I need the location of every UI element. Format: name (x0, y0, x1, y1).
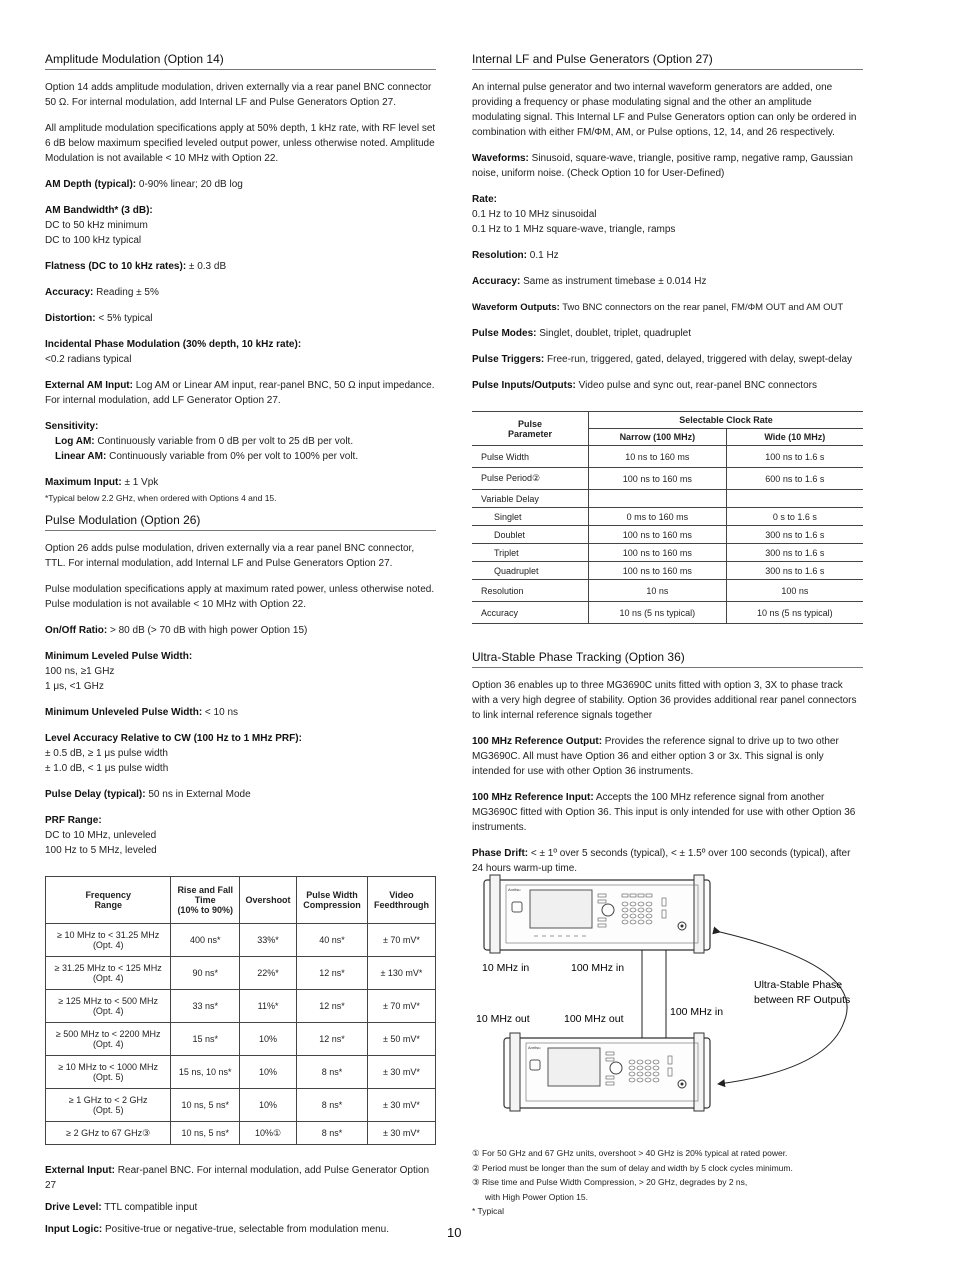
am-intro-2: All amplitude modulation specifications apply at 50% depth, 1 kHz rate, with RF level set 6 dB below maximum specified leveled output power, unless otherwise noted. Amplitude Modulation is not available < 10 MHz with Option 22. (45, 123, 436, 164)
table-cell: 10 ns, 5 ns* (171, 1122, 240, 1145)
table-row (472, 490, 863, 508)
table-cell: ≥ 10 MHz to < 1000 MHz (Opt. 5) (46, 1056, 171, 1089)
am-distortion: Distortion: < 5% typical (45, 313, 153, 324)
table-cell: 100 ns to 1.6 s (726, 446, 863, 468)
am-section-title: Amplitude Modulation (Option 14) (45, 52, 436, 70)
table-row (472, 544, 863, 562)
label-phase-line-2: between RF Outputs (754, 994, 851, 1006)
pulse-spec-table (45, 876, 436, 1145)
ust-intro: Option 36 enables up to three MG3690C units fitted with option 3, 3X to phase track with a very high degree of stability. Option 36 provides additional rear panel connectors to link internal reference signals together (472, 680, 857, 721)
table-cell: 8 ns* (297, 1056, 368, 1089)
table-row (46, 1122, 436, 1145)
am-max-input: Maximum Input: ± 1 Vpk (45, 477, 159, 488)
am-accuracy: Accuracy: Reading ± 5% (45, 287, 159, 298)
table-cell: ± 70 mV* (367, 990, 435, 1023)
table-row (46, 1089, 436, 1122)
left-column (45, 52, 436, 1248)
pm-drive-level: Drive Level: TTL compatible input (45, 1202, 198, 1213)
table-cell: 100 ns to 160 ms (589, 544, 727, 562)
table-cell: ≥ 31.25 MHz to < 125 MHz (Opt. 4) (46, 957, 171, 990)
footnote-4: * Typical (472, 1206, 504, 1216)
table-cell: 10 ns (5 ns typical) (726, 602, 863, 624)
pm-level-accuracy: Level Accuracy Relative to CW (100 Hz to 1 MHz PRF): ± 0.5 dB, ≥ 1 μs pulse width ± 1.0 dB, < 1 μs pulse width (45, 733, 302, 774)
ust-section-title: Ultra-Stable Phase Tracking (Option 36) (472, 650, 863, 668)
lf-resolution: Resolution: 0.1 Hz (472, 250, 559, 261)
table-cell: 10% (240, 1023, 297, 1056)
table-cell: Resolution (472, 580, 589, 602)
footnote-3: ③ Rise time and Pulse Width Compression, > 20 GHz, degrades by 2 ns, (472, 1177, 748, 1187)
table-cell: 40 ns* (297, 924, 368, 957)
footnote-3-cont: with High Power Option 15. (485, 1191, 588, 1202)
table-cell: 15 ns* (171, 1023, 240, 1056)
table-cell: 0 ms to 160 ms (589, 508, 727, 526)
table-cell: 12 ns* (297, 990, 368, 1023)
lf-rate: Rate: 0.1 Hz to 10 MHz sinusoidal 0.1 Hz to 1 MHz square-wave, triangle, ramps (472, 194, 676, 235)
table-cell: Doublet (472, 526, 589, 544)
narrow-header: Narrow (100 MHz) (589, 429, 727, 446)
table-cell: 600 ns to 1.6 s (726, 468, 863, 490)
table-row (472, 446, 863, 468)
pulse-spec-table-header (46, 877, 436, 924)
table-cell: ≥ 10 MHz to < 31.25 MHz (Opt. 4) (46, 924, 171, 957)
clock-rate-header: Selectable Clock Rate (589, 412, 864, 429)
table-cell: 8 ns* (297, 1089, 368, 1122)
pm-external-input: External Input: Rear-panel BNC. For internal modulation, add Pulse Generator Option 27 (45, 1165, 430, 1191)
table-cell: 300 ns to 1.6 s (726, 544, 863, 562)
table-cell (726, 490, 863, 508)
table-cell: ± 30 mV* (367, 1089, 435, 1122)
table-cell: ≥ 1 GHz to < 2 GHz (Opt. 5) (46, 1089, 171, 1122)
right-column (472, 52, 863, 887)
table-cell: Pulse Period② (472, 468, 589, 490)
table-cell: 15 ns, 10 ns* (171, 1056, 240, 1089)
footnote-2: ② Period must be longer than the sum of delay and width by 5 clock cycles minimum. (472, 1162, 793, 1173)
lf-pulse-triggers: Pulse Triggers: Free-run, triggered, gated, delayed, triggered with delay, swept-delay (472, 354, 853, 365)
label-10mhz-in: 10 MHz in (482, 962, 530, 974)
am-flatness: Flatness (DC to 10 kHz rates): ± 0.3 dB (45, 261, 227, 272)
pulse-spec-col-header: Video Feedthrough (367, 877, 435, 924)
table-cell: Variable Delay (472, 490, 589, 508)
table-cell: ≥ 500 MHz to < 2200 MHz (Opt. 4) (46, 1023, 171, 1056)
label-100mhz-in-a: 100 MHz in (571, 962, 625, 974)
table-cell: Pulse Width (472, 446, 589, 468)
lf-pulse-io: Pulse Inputs/Outputs: Video pulse and sync out, rear-panel BNC connectors (472, 380, 817, 391)
pm-intro-1: Option 26 adds pulse modulation, driven externally via a rear panel BNC connector, TTL. For internal modulation, add Internal LF and Pulse Generators Option 27. (45, 543, 415, 569)
pm-min-leveled-width: Minimum Leveled Pulse Width: 100 ns, ≥1 GHz 1 μs, <1 GHz (45, 651, 193, 692)
table-cell: 10%① (240, 1122, 297, 1145)
table-cell (589, 490, 727, 508)
table-cell: Triplet (472, 544, 589, 562)
am-depth: AM Depth (typical): 0-90% linear; 20 dB log (45, 179, 243, 190)
table-row (46, 957, 436, 990)
signal-generator-unit-top (484, 875, 710, 953)
lf-intro: An internal pulse generator and two internal waveform generators are added, one providing a frequency or phase modulating signal and the other an amplitude modulating signal. This Internal LF and Pulse Generators option can only be ordered in combination with either FM/ΦM, AM, or Pulse options, 12, 14, and 26 respectively. (472, 82, 857, 138)
table-row (46, 1023, 436, 1056)
table-cell: 100 ns to 160 ms (589, 526, 727, 544)
table-row (472, 562, 863, 580)
table-cell: 100 ns (726, 580, 863, 602)
pm-onoff-ratio: On/Off Ratio: > 80 dB (> 70 dB with high power Option 15) (45, 625, 308, 636)
table-cell: 11%* (240, 990, 297, 1023)
label-10mhz-out: 10 MHz out (476, 1013, 530, 1025)
table-row (472, 580, 863, 602)
table-cell: ± 50 mV* (367, 1023, 435, 1056)
lf-waveforms: Waveforms: Sinusoid, square-wave, triangle, positive ramp, negative ramp, Gaussian noise, uniform noise. (Check Option 10 for User-Defined) (472, 153, 853, 179)
table-cell: ± 70 mV* (367, 924, 435, 957)
pm-input-logic: Input Logic: Positive-true or negative-true, selectable from modulation menu. (45, 1224, 390, 1235)
table-cell: 300 ns to 1.6 s (726, 526, 863, 544)
table-row (46, 990, 436, 1023)
table-cell: 12 ns* (297, 1023, 368, 1056)
page-number: 10 (447, 1225, 462, 1240)
pulse-spec-col-header: Overshoot (240, 877, 297, 924)
label-phase-line-1: Ultra-Stable Phase (754, 979, 843, 991)
table-row (46, 924, 436, 957)
pulse-param-table (472, 411, 863, 624)
label-100mhz-out: 100 MHz out (564, 1013, 624, 1025)
table-cell: 12 ns* (297, 957, 368, 990)
table-cell: 10 ns (589, 580, 727, 602)
table-cell: ± 130 mV* (367, 957, 435, 990)
am-footnote: *Typical below 2.2 GHz, when ordered with Options 4 and 15. (45, 493, 277, 503)
table-cell: 100 ns to 160 ms (589, 468, 727, 490)
pm-section-title: Pulse Modulation (Option 26) (45, 513, 436, 531)
table-cell: 10 ns, 5 ns* (171, 1089, 240, 1122)
table-row (472, 508, 863, 526)
pulse-param-header: Pulse Parameter (472, 412, 589, 446)
table-cell: 33%* (240, 924, 297, 957)
ust-ref-output: 100 MHz Reference Output: Provides the reference signal to drive up to two other MG3690C. All must have Option 36 and either option 3 or 3x. This signal is only intended for use with other Option 36 instruments. (472, 736, 839, 777)
am-incidental-pm: Incidental Phase Modulation (30% depth, 10 kHz rate): <0.2 radians typical (45, 339, 302, 365)
pm-intro-2: Pulse modulation specifications apply at maximum rated power, unless otherwise noted. Pulse modulation is not available < 10 MHz with Option 22. (45, 584, 435, 610)
lf-pulse-modes: Pulse Modes: Singlet, doublet, triplet, quadruplet (472, 328, 692, 339)
pulse-spec-col-header: Rise and Fall Time (10% to 90%) (171, 877, 240, 924)
table-cell: 10 ns (5 ns typical) (589, 602, 727, 624)
table-cell: Singlet (472, 508, 589, 526)
am-bandwidth: AM Bandwidth* (3 dB): DC to 50 kHz minimum DC to 100 kHz typical (45, 205, 153, 246)
table-cell: 400 ns* (171, 924, 240, 957)
signal-generator-unit-bottom (504, 1033, 710, 1111)
table-cell: Accuracy (472, 602, 589, 624)
lf-accuracy: Accuracy: Same as instrument timebase ± 0.014 Hz (472, 276, 707, 287)
table-cell: 100 ns to 160 ms (589, 562, 727, 580)
pulse-spec-col-header: Frequency Range (46, 877, 171, 924)
pulse-spec-col-header: Pulse Width Compression (297, 877, 368, 924)
phase-tracking-diagram (472, 872, 863, 1112)
pm-prf-range: PRF Range: DC to 10 MHz, unleveled 100 Hz to 5 MHz, leveled (45, 815, 157, 856)
table-cell: ± 30 mV* (367, 1056, 435, 1089)
phase-arrow (718, 932, 847, 1084)
table-cell: Quadruplet (472, 562, 589, 580)
table-cell: ≥ 2 GHz to 67 GHz③ (46, 1122, 171, 1145)
table-row (472, 468, 863, 490)
wide-header: Wide (10 MHz) (726, 429, 863, 446)
table-cell: 22%* (240, 957, 297, 990)
table-cell: 10 ns to 160 ms (589, 446, 727, 468)
table-cell: 33 ns* (171, 990, 240, 1023)
lf-section-title: Internal LF and Pulse Generators (Option 27) (472, 52, 863, 70)
table-cell: 0 s to 1.6 s (726, 508, 863, 526)
footnotes (472, 1146, 872, 1219)
table-cell: 300 ns to 1.6 s (726, 562, 863, 580)
table-row (472, 526, 863, 544)
am-intro-1: Option 14 adds amplitude modulation, driven externally via a rear panel BNC connector 50 Ω. For internal modulation, add Internal LF and Pulse Generators Option 27. (45, 82, 432, 108)
am-sensitivity: Sensitivity: Log AM: Continuously variable from 0 dB per volt to 25 dB per volt. Linear AM: Continuously variable from 0% per volt to 100% per volt. (45, 421, 359, 462)
footnote-1: ① For 50 GHz and 67 GHz units, overshoot > 40 GHz is 20% typical at rated power. (472, 1148, 788, 1158)
table-cell: ± 30 mV* (367, 1122, 435, 1145)
table-cell: 10% (240, 1056, 297, 1089)
am-external-input: External AM Input: Log AM or Linear AM input, rear-panel BNC, 50 Ω input impedance. For internal modulation, add LF Generator Option 27. (45, 380, 435, 406)
table-cell: 90 ns* (171, 957, 240, 990)
table-row (46, 1056, 436, 1089)
pm-min-unleveled-width: Minimum Unleveled Pulse Width: < 10 ns (45, 707, 239, 718)
ust-phase-drift: Phase Drift: < ± 1º over 5 seconds (typical), < ± 1.5º over 100 seconds (typical), after 24 hours warm-up time. (472, 848, 851, 874)
table-cell: ≥ 125 MHz to < 500 MHz (Opt. 4) (46, 990, 171, 1023)
ust-ref-input: 100 MHz Reference Input: Accepts the 100 MHz reference signal from another MG3690C fitted with Option 36. This input is only intended for use with other Option 36 instruments. (472, 792, 856, 833)
table-cell: 10% (240, 1089, 297, 1122)
pm-pulse-delay: Pulse Delay (typical): 50 ns in External Mode (45, 789, 251, 800)
label-100mhz-in-b: 100 MHz in (670, 1006, 724, 1018)
table-cell: 8 ns* (297, 1122, 368, 1145)
brand-logo-bottom: Anritsu (528, 1045, 541, 1050)
table-row (472, 602, 863, 624)
brand-logo-top: Anritsu (508, 887, 521, 892)
lf-waveform-outputs: Waveform Outputs: Two BNC connectors on the rear panel, FM/ΦM OUT and AM OUT (472, 302, 844, 313)
